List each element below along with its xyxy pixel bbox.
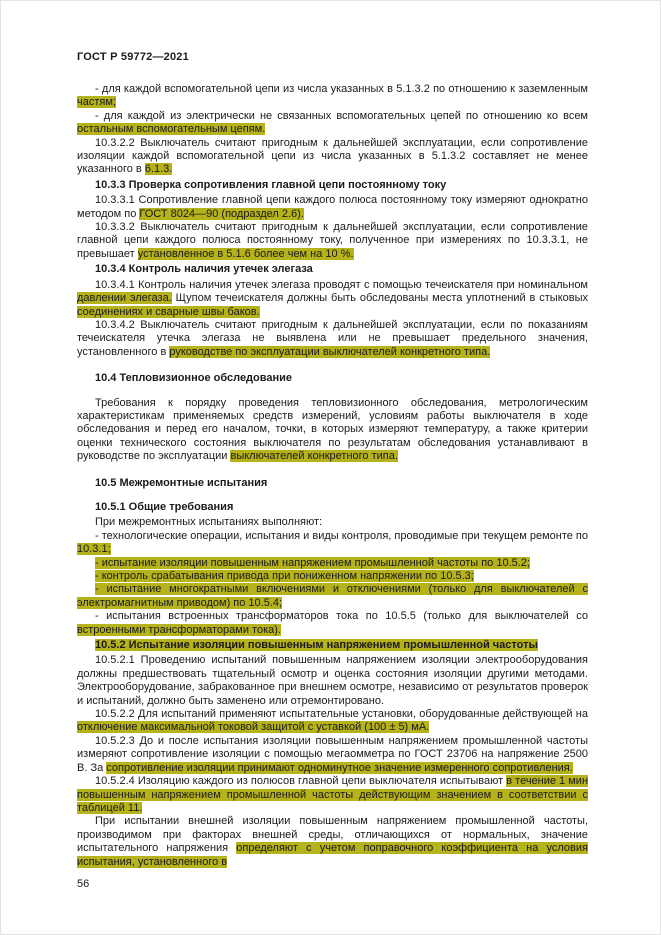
paragraph (77, 530, 588, 557)
text-segment: 10.5.2.4 Изоляцию каждого из полюсов главной цепи выключателя испытывают (95, 775, 507, 788)
highlighted-text: - испытание изоляции повышенным напряжением промышленной частоты по 10.5.2; (95, 556, 530, 569)
section-heading (77, 477, 588, 490)
paragraph (77, 516, 588, 529)
paragraph (77, 708, 588, 735)
text-segment: 10.5.1 Общие требования (95, 500, 234, 513)
text-segment: 10.3.3 Проверка сопротивления главной цепи постоянному току (95, 178, 447, 191)
text-segment: Требования к порядку проведения тепловизионного обследования, метрологическим характеристикам применяемых средств измерений, условиям работы выключателя в ходе обследования и перед его началом, точки, в которых измеряют температуру, а также критерии оценки технического состояния выключателя по результатам обследования устанавливают в руководстве по эксплуатации (77, 396, 588, 463)
highlighted-text: - контроль срабатывания привода при пониженном напряжении по 10.5.3; (95, 570, 474, 582)
paragraph (77, 557, 588, 570)
highlighted-text: ГОСТ 8024—90 (подраздел 2.6). (139, 207, 304, 220)
paragraph (77, 110, 588, 137)
paragraph (77, 570, 588, 583)
text-segment: При межремонтных испытаниях выполняют: (95, 516, 323, 529)
paragraph (77, 83, 588, 110)
text-segment: - для каждой вспомогательной цепи из числа указанных в 5.1.3.2 по отношению к заземленным (95, 83, 588, 95)
highlighted-text: давлении элегаза. (77, 292, 172, 305)
paragraph (77, 775, 588, 815)
highlighted-text: остальным вспомогательным цепям. (77, 123, 266, 136)
page-number: 56 (77, 878, 90, 890)
paragraph (77, 221, 588, 261)
highlighted-text: - испытание многократными включениями и отключениями (только для выключателей с электромагнитным приводом) по 10.5.4; (77, 583, 588, 609)
text-segment: - испытания встроенных трансформаторов тока по 10.5.5 (только для выключателей со (95, 610, 588, 623)
text-segment: 10.3.3.1 Сопротивление главной цепи каждого полюса постоянному току измеряют однократно методом по (77, 194, 588, 220)
highlighted-text: сопротивление изоляции принимают одноминутное значение измеренного сопротивления. (106, 761, 573, 774)
section-heading (77, 372, 588, 385)
document-body (77, 83, 588, 869)
highlighted-text: отключение максимальной токовой защитой с уставкой (100 ± 5) мА. (77, 721, 430, 734)
paragraph (77, 815, 588, 869)
text-segment: При испытании внешней изоляции повышенным напряжением промышленной частоты, производимом при факторах внешней среды, отличающихся от нормальных, значение испытательного напряжения (77, 815, 588, 855)
text-segment: 10.4 Тепловизионное обследование (95, 372, 293, 385)
highlighted-text: 10.3.1; (77, 543, 111, 556)
paragraph (77, 279, 588, 319)
text-segment: - технологические операции, испытания и виды контроля, проводимые при текущем ремонте по (95, 529, 588, 542)
text-segment: Щупом течеискателя должны быть обследованы места уплотнений в стыковых (171, 292, 588, 305)
highlighted-text: 10.5.2 Испытание изоляции повышенным напряжением промышленной частоты (95, 639, 538, 652)
text-segment: 10.5 Межремонтные испытания (95, 476, 268, 489)
document-header-title: ГОСТ Р 59772—2021 (77, 51, 189, 63)
paragraph (77, 583, 588, 610)
paragraph (77, 194, 588, 221)
highlighted-text: руководстве по эксплуатации выключателей конкретного типа. (169, 345, 491, 358)
highlighted-text: встроенными трансформаторами тока). (77, 623, 281, 636)
highlighted-text: установленное в 5.1.6 более чем на 10 %. (137, 247, 354, 260)
text-segment: - для каждой из электрически не связанных вспомогательных цепей по отношению ко всем (95, 109, 588, 122)
section-heading (77, 179, 588, 192)
paragraph (77, 319, 588, 359)
text-segment: 10.3.4.2 Выключатель считают пригодным к дальнейшей эксплуатации, если по показаниям течеискателя утечка элегаза не выявлена или не превышает предельного значения, установленного в (77, 318, 588, 358)
highlighted-text: определяют с учетом поправочного коэффициента на условия испытания, установленного в (77, 842, 588, 868)
section-heading (77, 639, 588, 652)
text-segment: 10.5.2.3 До и после испытания изоляции повышенным напряжением промышленной частоты измеряют сопротивление изоляции с помощью мегаомметра по ГОСТ 23706 на напряжение 2500 В. За (77, 734, 588, 774)
paragraph (77, 735, 588, 775)
text-segment: 10.3.4 Контроль наличия утечек элегаза (95, 263, 313, 276)
paragraph (77, 610, 588, 637)
section-heading (77, 501, 588, 514)
paragraph (77, 397, 588, 464)
highlighted-text: 6.1.3. (144, 163, 173, 176)
text-segment: 10.5.2.1 Проведению испытаний повышенным напряжением изоляции электрооборудования должны предшествовать тщательный осмотр и оценка состояния изоляции другими методами. Электрооборудование, забракованное при внешнем осмотре, независимо от результатов проверок и испытаний, должно быть заменено или отремонтировано. (77, 654, 588, 707)
text-segment: 10.3.2.2 Выключатель считают пригодным к дальнейшей эксплуатации, если сопротивление изоляции каждой вспомогательной цепи из числа указанных в 5.1.3.2 составляет не менее указанного в (77, 136, 588, 176)
paragraph (77, 654, 588, 708)
text-segment: 10.5.2.2 Для испытаний применяют испытательные установки, оборудованные действующей на (95, 708, 588, 721)
paragraph (77, 137, 588, 177)
highlighted-text: частям; (77, 96, 116, 109)
text-segment: 10.3.3.2 Выключатель считают пригодным к дальнейшей эксплуатации, если сопротивление главной цепи каждого полюса постоянному току, полученное при измерениях по 10.3.3.1, не превышает (77, 221, 588, 260)
highlighted-text: соединениях и сварные швы баков. (77, 305, 260, 318)
highlighted-text: выключателей конкретного типа. (230, 450, 398, 463)
section-heading (77, 263, 588, 276)
highlighted-text: в течение 1 мин повышенным напряжением промышленной частоты действующим значением в соответствии с таблицей 11. (77, 775, 589, 814)
text-segment: 10.3.4.1 Контроль наличия утечек элегаза проводят с помощью течеискателя при номинальном (95, 278, 588, 291)
